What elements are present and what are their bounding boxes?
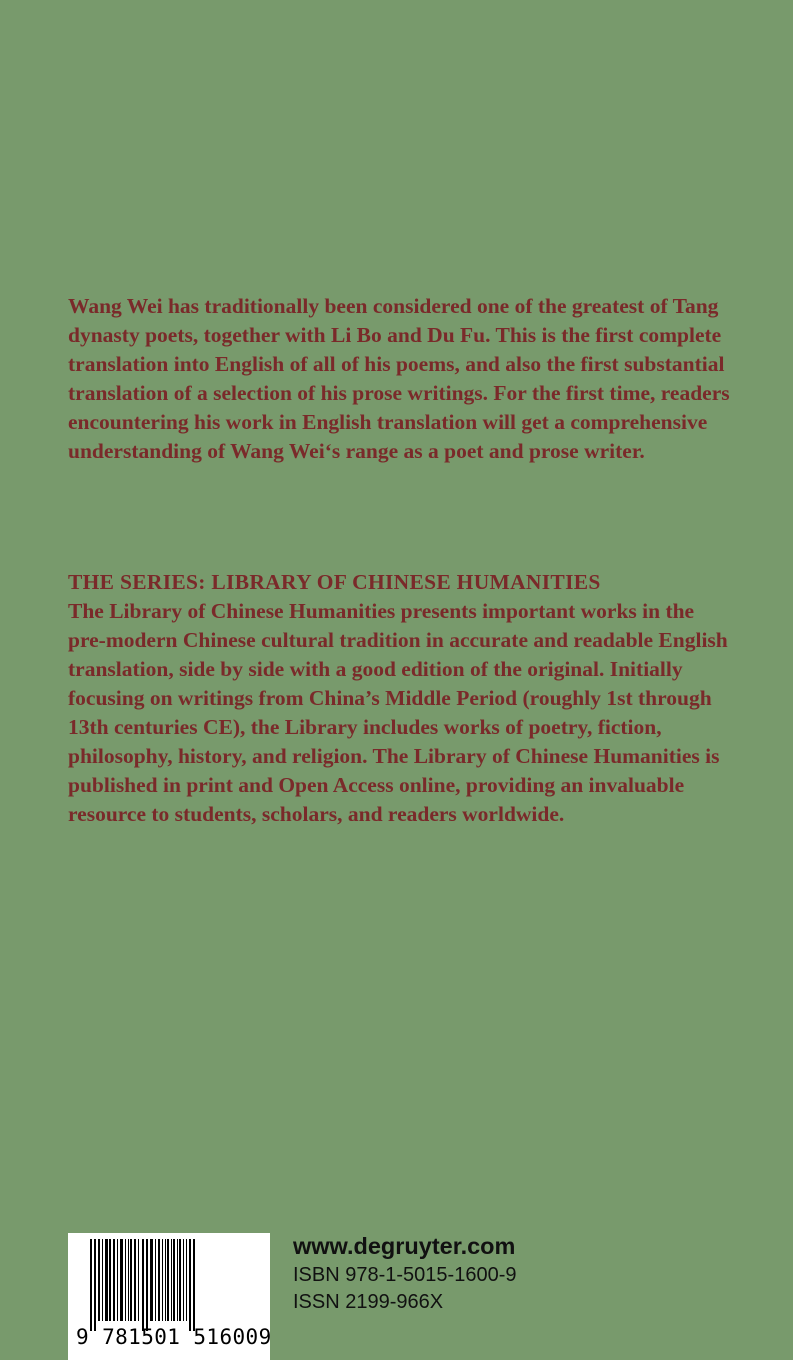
series-description: The Library of Chinese Humanities presents important works in the pre-modern Chinese cultural tradition in accurate and readable English translation, side by side with a good edition of the original. Initially focusing on writings from China’s Middle Period (roughly 1st through 13th centuries CE), the Library includes works of poetry, fiction, philosophy, history, and religion. The Library of Chinese Humanities is published in print and Open Access online, providing an invaluable resource to students, scholars, and readers worldwide. [68, 599, 728, 826]
barcode-bar [128, 1239, 129, 1321]
series-heading: THE SERIES: LIBRARY OF CHINESE HUMANITIES [68, 570, 601, 594]
barcode-bar [105, 1239, 108, 1321]
barcode-bar [102, 1239, 103, 1321]
barcode-bar [186, 1239, 187, 1321]
barcode-digits: 9 781501 516009 [76, 1325, 272, 1349]
barcode-bar [146, 1239, 148, 1331]
issn-number: ISSN 2199-966X [293, 1291, 444, 1313]
publisher-website: www.degruyter.com [293, 1233, 516, 1259]
barcode-bar [120, 1239, 123, 1321]
barcode-bar [189, 1239, 191, 1331]
barcode-bar [173, 1239, 175, 1321]
barcode-bar [94, 1239, 96, 1331]
barcode-bar [171, 1239, 172, 1321]
barcode-bar [193, 1239, 195, 1331]
barcode-bar [165, 1239, 166, 1321]
isbn-number: ISBN 978-1-5015-1600-9 [293, 1264, 517, 1286]
book-description: Wang Wei has traditionally been considered one of the greatest of Tang dynasty poets, together with Li Bo and Du Fu. This is the first complete translation into English of all of his poems, and also the first substantial translation of a selection of his prose writings. For the first time, readers encountering his work in English translation will get a comprehensive understanding of Wang Wei‘s range as a poet and prose writer. [68, 294, 730, 463]
barcode-bar [134, 1239, 136, 1321]
barcode-bar [142, 1239, 144, 1331]
publisher-info [293, 1230, 733, 1316]
barcode-bar [117, 1239, 118, 1321]
barcode-bar [150, 1239, 153, 1321]
barcode [68, 1233, 270, 1360]
barcode-bar [183, 1239, 184, 1321]
barcode-bar [162, 1239, 163, 1321]
barcode-bar [155, 1239, 156, 1321]
barcode-bar [138, 1239, 139, 1321]
barcode-bar [98, 1239, 100, 1321]
barcode-bar [109, 1239, 111, 1321]
barcode-bar [125, 1239, 126, 1321]
barcode-bar [158, 1239, 160, 1321]
barcode-bar [179, 1239, 181, 1321]
barcode-bar [113, 1239, 115, 1321]
barcode-bar [130, 1239, 132, 1321]
barcode-bar [90, 1239, 92, 1331]
barcode-bar [177, 1239, 178, 1321]
barcode-bar [167, 1239, 169, 1321]
